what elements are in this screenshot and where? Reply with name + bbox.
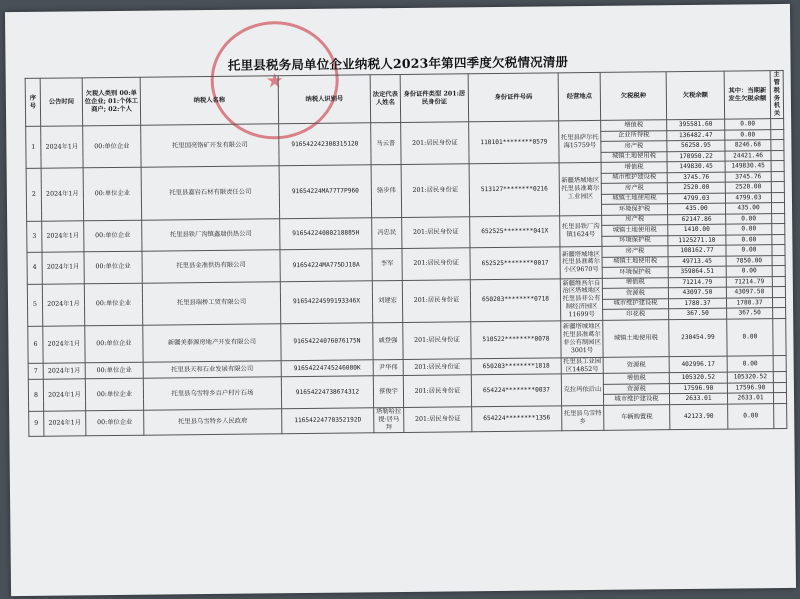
row-taxpayer-name: 托里县金准供热有限公司 bbox=[142, 250, 280, 283]
column-header: 欠税余额 bbox=[666, 71, 725, 120]
row-address: 新疆维吾尔自治区塔城地区托里县非公有制经济园区11699号 bbox=[560, 278, 602, 320]
row-tax-type: 房产税 bbox=[602, 214, 668, 225]
row-seq: 9 bbox=[29, 411, 44, 436]
row-category: 00:单位企业 bbox=[83, 167, 142, 220]
row-seq: 8 bbox=[28, 380, 43, 412]
row-category: 00:单位企业 bbox=[86, 410, 144, 436]
row-address: 克拉玛依后山 bbox=[561, 374, 603, 406]
row-new-arrears: 2633.01 bbox=[727, 393, 773, 404]
row-category: 00:单位企业 bbox=[85, 362, 143, 379]
row-tax-type: 增值税 bbox=[601, 162, 667, 173]
row-tax-authority bbox=[773, 318, 786, 355]
row-tax-authority bbox=[772, 213, 785, 224]
row-arrears-balance: 230454.99 bbox=[669, 319, 727, 357]
row-legal-rep: 冯忠民 bbox=[372, 217, 402, 249]
row-tax-authority bbox=[772, 224, 785, 235]
row-legal-rep: 李军 bbox=[372, 249, 402, 281]
row-new-arrears: 4799.03 bbox=[725, 192, 771, 203]
row-legal-rep: 戚登强 bbox=[373, 322, 403, 359]
row-new-arrears: 24421.46 bbox=[725, 150, 771, 161]
row-tax-authority bbox=[772, 276, 785, 287]
row-new-arrears: 2520.00 bbox=[725, 182, 771, 193]
row-tax-authority bbox=[772, 255, 785, 266]
row-new-arrears: 3745.76 bbox=[725, 171, 771, 182]
row-tax-authority bbox=[773, 382, 786, 393]
row-id-number: 654224********0037 bbox=[471, 374, 561, 406]
row-tax-type: 房产税 bbox=[601, 183, 667, 194]
row-category: 00:单位企业 bbox=[84, 283, 142, 326]
row-tax-id: 91654224738674312 bbox=[281, 376, 373, 408]
row-id-type: 201:居民身份证 bbox=[402, 279, 470, 322]
row-arrears-balance: 1410.00 bbox=[668, 224, 726, 235]
row-id-type: 201:居民身份证 bbox=[402, 248, 470, 280]
row-arrears-balance: 43097.50 bbox=[668, 287, 726, 298]
row-tax-authority bbox=[771, 171, 784, 182]
row-arrears-balance: 367.50 bbox=[669, 308, 727, 319]
column-header: 其中：当期新发生欠税余额 bbox=[724, 71, 771, 120]
row-taxpayer-name: 新疆美泰源房地产开发有限公司 bbox=[143, 323, 281, 361]
row-tax-id: 91654224076076175N bbox=[281, 322, 373, 360]
row-new-arrears: 7850.00 bbox=[726, 255, 772, 266]
row-tax-authority bbox=[771, 161, 784, 172]
row-id-type: 201:居民身份证 bbox=[403, 375, 471, 407]
table-header-row bbox=[25, 70, 783, 126]
seal-star-icon: ★ bbox=[265, 68, 285, 93]
row-arrears-balance: 4799.03 bbox=[667, 193, 725, 204]
row-arrears-balance: 49713.45 bbox=[668, 256, 726, 267]
row-category: 00:单位企业 bbox=[83, 125, 141, 168]
row-arrears-balance: 105320.52 bbox=[669, 372, 727, 383]
row-new-arrears: 17596.90 bbox=[727, 382, 773, 393]
row-id-type: 201:居民身份证 bbox=[401, 164, 470, 217]
row-category: 00:单位企业 bbox=[85, 325, 143, 363]
row-new-arrears: 0.00 bbox=[725, 129, 771, 140]
row-tax-authority bbox=[771, 119, 784, 130]
row-taxpayer-name: 托里县瑞桥工贸有限公司 bbox=[142, 281, 280, 324]
row-taxpayer-name: 托里县铁厂沟镇鑫瑞供热公司 bbox=[142, 218, 280, 251]
row-new-arrears: 367.50 bbox=[727, 308, 773, 319]
row-id-number: 654224********1356 bbox=[472, 406, 562, 432]
row-arrears-balance: 62147.86 bbox=[668, 214, 726, 225]
column-header: 纳税人名称 bbox=[140, 76, 278, 126]
row-legal-rep: 塔勒哈拉提·居马拜 bbox=[374, 407, 404, 432]
row-tax-authority bbox=[772, 266, 785, 277]
row-tax-id: 91654224MA775DJ18A bbox=[280, 249, 372, 281]
row-tax-id: 91654224MA77T7P960 bbox=[279, 165, 372, 218]
row-new-arrears: 435.00 bbox=[726, 203, 772, 214]
row-date: 2024年1月 bbox=[41, 168, 84, 221]
row-new-arrears: 0.00 bbox=[725, 119, 771, 130]
row-arrears-balance: 42123.90 bbox=[670, 404, 728, 430]
row-arrears-balance: 108162.77 bbox=[668, 245, 726, 256]
table-body bbox=[26, 119, 787, 437]
row-address: 新疆塔城地区托里县准葛尔非公有制园区3001号 bbox=[561, 320, 603, 357]
row-address: 托里县工业园区14852号 bbox=[561, 357, 603, 374]
row-tax-authority bbox=[772, 245, 785, 256]
row-address: 托里县乌雪特乡 bbox=[562, 405, 604, 430]
row-new-arrears: 0.00 bbox=[727, 355, 773, 372]
row-date: 2024年1月 bbox=[43, 325, 85, 362]
row-arrears-balance: 17596.90 bbox=[669, 383, 727, 394]
row-taxpayer-name: 托里县乌雪特乡百户村片石场 bbox=[143, 377, 281, 410]
row-tax-authority bbox=[771, 182, 784, 193]
row-tax-type: 环境保护税 bbox=[602, 235, 668, 246]
row-taxpayer-name: 托里国亮铬矿开发有限公司 bbox=[141, 124, 279, 167]
row-tax-id: 91654224745246080K bbox=[281, 359, 373, 377]
column-header: 欠税人类别 00:单位企业; 01:个体工商户; 02:个人 bbox=[82, 77, 141, 126]
row-tax-type: 城市维护建设税 bbox=[603, 298, 669, 309]
row-category: 00:单位企业 bbox=[84, 220, 142, 252]
row-category: 00:单位企业 bbox=[84, 251, 142, 283]
row-tax-type: 资源税 bbox=[602, 288, 668, 299]
row-new-arrears: 0.00 bbox=[728, 403, 774, 428]
row-id-number: 510522********0078 bbox=[471, 320, 561, 358]
row-tax-id: 91654224599193346X bbox=[280, 280, 372, 323]
row-tax-authority bbox=[773, 393, 786, 404]
row-arrears-balance: 435.00 bbox=[668, 203, 726, 214]
row-tax-type: 资源税 bbox=[603, 384, 669, 395]
row-arrears-balance: 3745.76 bbox=[667, 172, 725, 183]
row-category: 00:单位企业 bbox=[85, 379, 143, 411]
row-tax-type: 车辆购置税 bbox=[604, 405, 670, 431]
row-id-number: 110101********0579 bbox=[469, 121, 559, 164]
row-tax-type: 环境保护税 bbox=[602, 204, 668, 215]
row-id-type: 201:居民身份证 bbox=[403, 321, 471, 359]
row-tax-type: 房产税 bbox=[602, 246, 668, 257]
row-taxpayer-name: 托里县天和石业发展有限公司 bbox=[143, 360, 281, 378]
row-id-type: 201:居民身份证 bbox=[404, 407, 472, 433]
row-new-arrears: 0.00 bbox=[727, 318, 773, 355]
row-tax-type: 环境保护税 bbox=[602, 267, 668, 278]
column-header: 身份证件类型 201:居民身份证 bbox=[400, 74, 469, 123]
row-new-arrears: 0.00 bbox=[726, 224, 772, 235]
row-legal-rep: 刘建宏 bbox=[372, 280, 402, 322]
row-date: 2024年1月 bbox=[42, 252, 84, 284]
row-tax-type: 城市维护建设税 bbox=[604, 394, 670, 405]
row-tax-authority bbox=[773, 355, 786, 372]
row-date: 2024年1月 bbox=[42, 220, 84, 252]
row-date: 2024年1月 bbox=[42, 283, 84, 325]
row-arrears-balance: 2520.00 bbox=[667, 182, 725, 193]
row-tax-type: 城镇土地使用税 bbox=[602, 225, 668, 236]
row-address: 新疆塔城地区托里县准葛尔小区9670号 bbox=[560, 247, 602, 279]
row-seq: 6 bbox=[28, 326, 43, 363]
row-date: 2024年1月 bbox=[43, 379, 85, 411]
row-date: 2024年1月 bbox=[43, 362, 85, 379]
row-tax-type: 城镇土地使用税 bbox=[601, 151, 667, 162]
row-tax-type: 城镇土地使用税 bbox=[602, 256, 668, 267]
row-arrears-balance: 2633.01 bbox=[669, 393, 727, 404]
row-id-number: 650203********1818 bbox=[471, 357, 561, 375]
row-tax-type: 城市维护建设税 bbox=[601, 172, 667, 183]
row-new-arrears: 1780.37 bbox=[726, 297, 772, 308]
row-tax-type: 城镇土地使用税 bbox=[603, 319, 669, 357]
row-arrears-balance: 359864.51 bbox=[668, 266, 726, 277]
row-new-arrears: 8246.68 bbox=[725, 140, 771, 151]
row-taxpayer-name: 托里县乌雪特乡人民政府 bbox=[144, 409, 282, 435]
page-title: 托里县税务局单位企业纳税人2023年第四季度欠税情况清册 bbox=[227, 54, 569, 73]
row-arrears-balance: 149830.45 bbox=[667, 161, 725, 172]
row-tax-authority bbox=[773, 372, 786, 383]
row-new-arrears: 105320.52 bbox=[727, 372, 773, 383]
row-seq: 1 bbox=[26, 126, 41, 168]
column-header: 身份证件号码 bbox=[468, 73, 558, 122]
tax-arrears-table bbox=[25, 70, 788, 437]
row-new-arrears: 0.00 bbox=[726, 245, 772, 256]
row-arrears-balance: 170950.22 bbox=[667, 151, 725, 162]
row-tax-type: 增值税 bbox=[603, 373, 669, 384]
row-id-number: 652525********0017 bbox=[470, 247, 560, 279]
row-id-type: 201:居民身份证 bbox=[403, 358, 471, 375]
column-header: 公告时间 bbox=[40, 78, 83, 127]
row-new-arrears: 149830.45 bbox=[725, 161, 771, 172]
row-tax-type: 资源税 bbox=[603, 356, 669, 373]
row-tax-authority bbox=[772, 234, 785, 245]
row-seq: 3 bbox=[27, 221, 42, 253]
row-tax-authority bbox=[774, 403, 787, 428]
row-tax-authority bbox=[773, 308, 786, 319]
row-tax-type: 城镇土地使用税 bbox=[601, 193, 667, 204]
row-tax-type: 企业所得税 bbox=[601, 130, 667, 141]
row-seq: 4 bbox=[27, 252, 42, 284]
row-arrears-balance: 395581.60 bbox=[667, 119, 725, 130]
row-arrears-balance: 71214.79 bbox=[668, 277, 726, 288]
document-page bbox=[5, 4, 796, 596]
row-legal-rep: 骆步伟 bbox=[371, 165, 402, 218]
row-date: 2024年1月 bbox=[41, 126, 83, 168]
column-header: 经营地点 bbox=[558, 72, 601, 121]
row-seq: 7 bbox=[28, 363, 43, 380]
row-tax-authority bbox=[771, 150, 784, 161]
row-arrears-balance: 402996.17 bbox=[669, 356, 727, 373]
row-arrears-balance: 1780.37 bbox=[668, 298, 726, 309]
row-tax-type: 印花税 bbox=[603, 309, 669, 320]
row-date: 2024年1月 bbox=[44, 411, 86, 436]
row-new-arrears: 71214.79 bbox=[726, 276, 772, 287]
row-tax-type: 房产税 bbox=[601, 141, 667, 152]
column-header: 欠税税种 bbox=[600, 72, 667, 121]
row-address: 新疆塔城地区托里县准葛尔工业园区 bbox=[559, 163, 602, 216]
row-tax-type: 增值税 bbox=[601, 120, 667, 131]
row-arrears-balance: 136482.47 bbox=[667, 130, 725, 141]
row-tax-authority bbox=[772, 287, 785, 298]
row-arrears-balance: 56258.95 bbox=[667, 140, 725, 151]
row-tax-authority bbox=[771, 192, 784, 203]
row-seq: 2 bbox=[26, 168, 42, 221]
row-id-type: 201:居民身份证 bbox=[401, 122, 469, 165]
row-id-number: 650203********0718 bbox=[470, 278, 560, 321]
row-tax-id: 916542242308315120 bbox=[279, 123, 371, 166]
column-header: 法定代表人姓名 bbox=[370, 74, 401, 122]
row-address: 托里县萨尔托海15759号 bbox=[559, 121, 601, 163]
row-legal-rep: 蔡俊宇 bbox=[373, 376, 403, 408]
row-tax-id: 11654224770352192D bbox=[282, 408, 374, 434]
column-header: 主管税务机关 bbox=[770, 70, 784, 118]
row-legal-rep: 尹华伟 bbox=[373, 359, 403, 376]
row-new-arrears: 0.00 bbox=[726, 234, 772, 245]
row-new-arrears: 0.00 bbox=[726, 213, 772, 224]
row-arrears-balance: 1125271.10 bbox=[668, 235, 726, 246]
row-id-number: 513127********0216 bbox=[469, 163, 560, 216]
column-header: 序号 bbox=[25, 78, 41, 126]
row-legal-rep: 马云普 bbox=[371, 123, 401, 165]
row-new-arrears: 43097.50 bbox=[726, 287, 772, 298]
row-address: 托里县铁厂沟镇1624号 bbox=[560, 215, 602, 247]
row-id-type: 201:居民身份证 bbox=[402, 216, 470, 248]
row-taxpayer-name: 托里县嘉岩石材有限责任公司 bbox=[141, 166, 280, 220]
row-tax-type: 增值税 bbox=[602, 277, 668, 288]
column-header: 纳税人识别号 bbox=[278, 75, 370, 124]
row-tax-authority bbox=[771, 129, 784, 140]
row-seq: 5 bbox=[27, 284, 42, 326]
row-id-number: 652525********041X bbox=[470, 215, 560, 247]
row-tax-authority bbox=[772, 203, 785, 214]
row-tax-authority bbox=[771, 140, 784, 151]
row-new-arrears: 0.00 bbox=[726, 266, 772, 277]
row-tax-authority bbox=[772, 297, 785, 308]
row-tax-id: 91654224080218885H bbox=[280, 217, 372, 249]
